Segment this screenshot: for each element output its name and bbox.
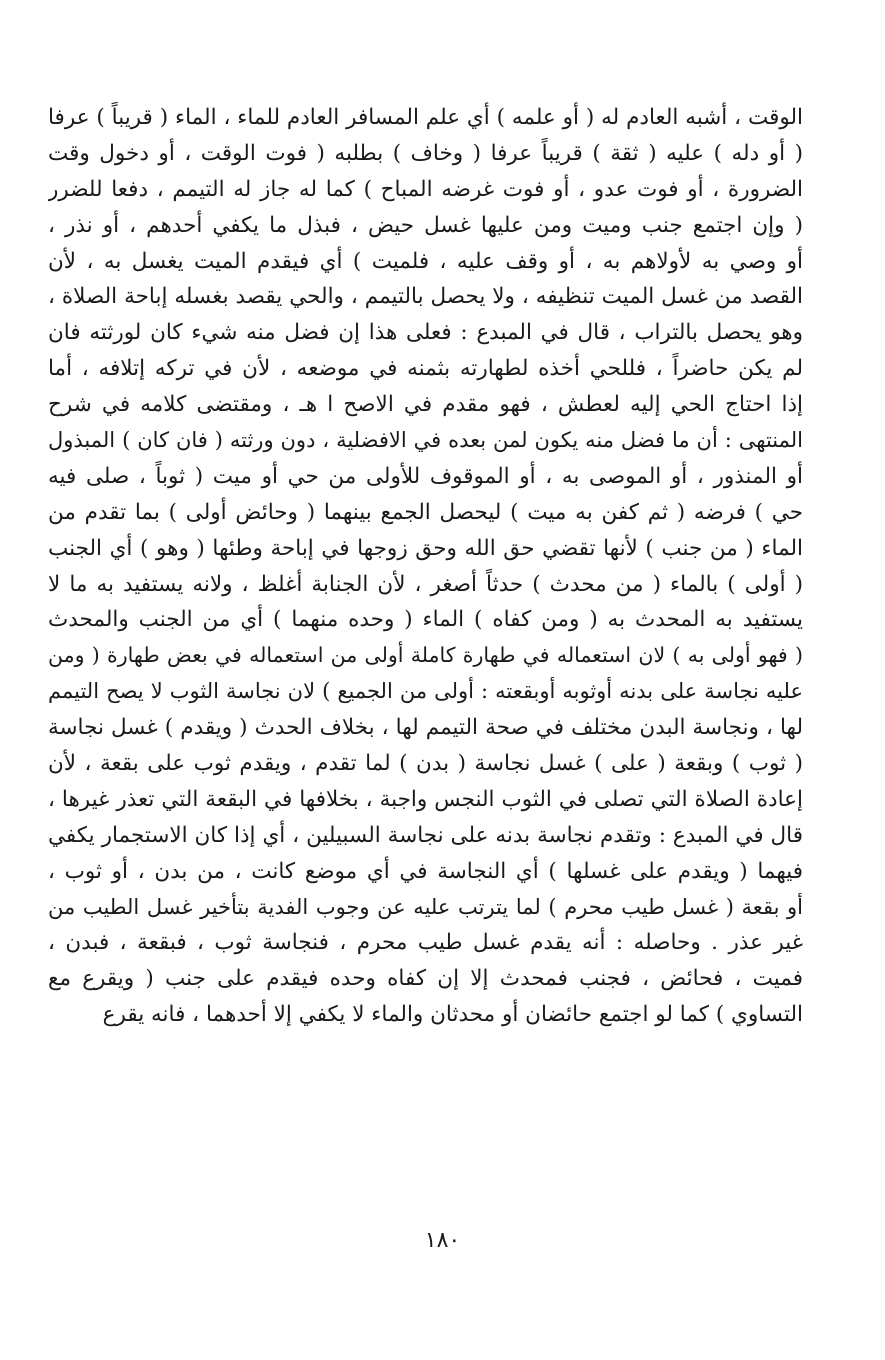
- text-line: غير عذر . وحاصله : أنه يقدم غسل طيب محرم ، فنجاسة ثوب ، فبقعة ، فبدن ،: [48, 930, 803, 956]
- text-line: الماء ( من جنب ) لأنها تقضي حق الله وحق زوجها في إباحة وطئها ( وهو ) أي الجنب: [48, 535, 803, 561]
- text-line: إذا احتاج الحي إليه لعطش ، فهو مقدم في الاصح ا هـ ، ومقتضى كلامه في شرح: [48, 392, 803, 418]
- text-line: لم يكن حاضراً ، فللحي أخذه لطهارته بثمنه في موضعه ، لأن في تركه إتلافه ، أما: [48, 356, 803, 382]
- text-line: ( أو دله ) عليه ( ثقة ) قريباً عرفا ( وخاف ) بطلبه ( فوت الوقت ، أو دخول وقت: [48, 140, 803, 166]
- text-line: ( وإن اجتمع جنب وميت ومن عليها غسل حيض ، فبذل ما يكفي أحدهم ، أو نذر ،: [48, 212, 803, 238]
- text-line: التساوي ) كما لو اجتمع حائضان أو محدثان والماء لا يكفي إلا أحدهما ، فانه يقرع: [102, 1002, 803, 1028]
- text-line: المنتهى : أن ما فضل منه يكون لمن بعده في الافضلية ، دون ورثته ( فان كان ) المبذول: [48, 428, 803, 453]
- text-line: ( فهو أولى به ) لان استعماله في طهارة كاملة أولى من استعماله في بعض طهارة ( ومن: [48, 643, 803, 668]
- text-line: أو وصي به لأولاهم به ، أو وقف عليه ، فلميت ) أي فيقدم الميت يغسل به ، لأن: [48, 248, 803, 274]
- body-text: [48, 100, 803, 1033]
- text-line: إعادة الصلاة التي تصلى في الثوب النجس واجبة ، بخلافها في البقعة التي تعذر غيرها ،: [48, 786, 803, 812]
- text-line: الضرورة ، أو فوت عدو ، أو فوت غرضه المباح ) كما له جاز له التيمم ، دفعا للضرر: [48, 176, 803, 202]
- text-line: ( أولى ) بالماء ( من محدث ) حدثاً أصغر ، لأن الجنابة أغلظ ، ولانه يستفيد به ما لا: [48, 571, 803, 597]
- text-line: فيهما ( ويقدم على غسلها ) أي النجاسة في أي موضع كانت ، من بدن ، أو ثوب ،: [48, 858, 803, 884]
- text-line: لها ، ونجاسة البدن مختلف في صحة التيمم لها ، بخلاف الحدث ( ويقدم ) غسل نجاسة: [48, 715, 803, 741]
- text-line: الوقت ، أشبه العادم له ( أو علمه ) أي علم المسافر العادم للماء ، الماء ( قريباً ) عرفا: [48, 105, 803, 130]
- text-line: أو بقعة ( غسل طيب محرم ) لما يترتب عليه عن وجوب الفدية بتأخير غسل الطيب من: [48, 894, 803, 919]
- text-line: القصد من غسل الميت تنظيفه ، ولا يحصل بالتيمم ، والحي يقصد بغسله إباحة الصلاة ،: [48, 284, 803, 310]
- text-line: قال في المبدع : وتقدم نجاسة بدنه على نجاسة السبيلين ، أي إذا كان الاستجمار يكفي: [48, 822, 803, 848]
- page-number: ١٨٠: [424, 1228, 461, 1253]
- text-line: عليه نجاسة على بدنه أوثوبه أوبقعته : أولى من الجميع ) لان نجاسة الثوب لا يصح التيمم: [48, 679, 803, 704]
- text-line: حي ) فرضه ( ثم كفن به ميت ) ليحصل الجمع بينهما ( وحائض أولى ) بما تقدم من: [48, 499, 803, 525]
- text-line: ( ثوب ) وبقعة ( على ) غسل نجاسة ( بدن ) لما تقدم ، ويقدم ثوب على بقعة ، لأن: [48, 751, 803, 777]
- text-line: وهو يحصل بالتراب ، قال في المبدع : فعلى هذا إن فضل منه شيء كان لورثته فان: [48, 320, 803, 346]
- text-line: أو المنذور ، أو الموصى به ، أو الموقوف للأولى من حي أو ميت ( ثوباً ، صلى فيه: [48, 463, 803, 489]
- text-line: فميت ، فحائض ، فجنب فمحدث إلا إن كفاه وحده فيقدم على جنب ( ويقرع مع: [48, 966, 803, 992]
- text-line: يستفيد به المحدث به ( ومن كفاه ) الماء ( وحده منهما ) أي من الجنب والمحدث: [48, 607, 803, 633]
